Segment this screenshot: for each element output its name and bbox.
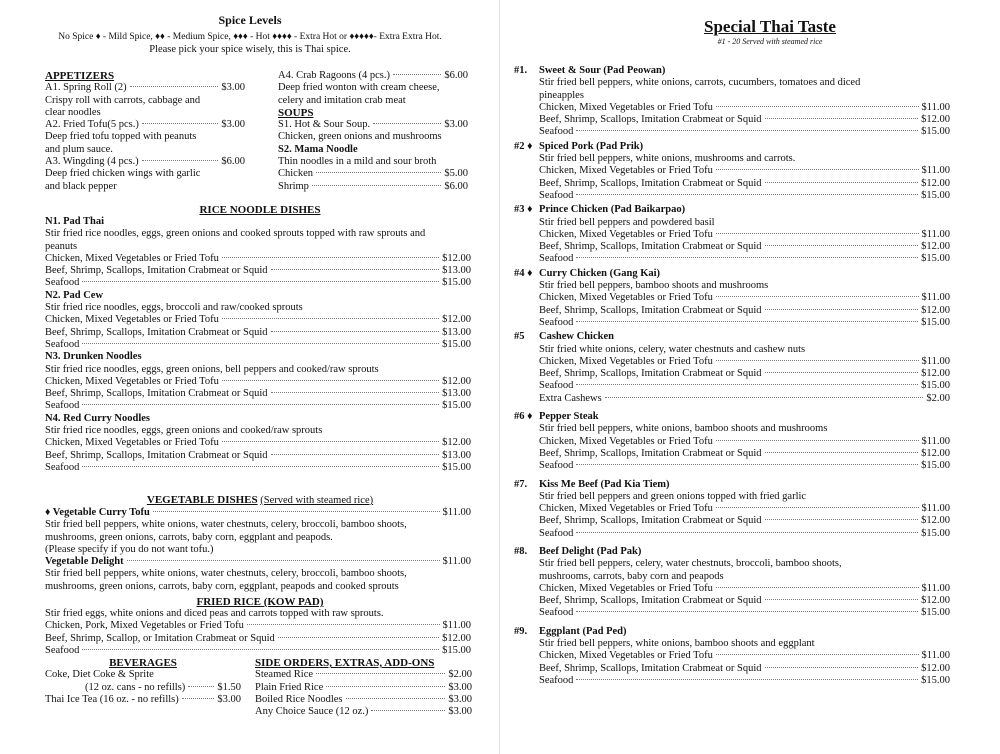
special-dish: #6 ♦ Pepper Steak Stir fried bell peppers, white onions, bamboo shoots and mushrooms Chicken, Mixed Vegetables or Fried Tofu $11.00 Beef, Shrimp, Scallops, Imitation Crabmeat or Squid $12.00 Seafood $15.00 bbox=[514, 411, 950, 472]
spice-warning: Please pick your spice wisely, this is Thai spice. bbox=[149, 44, 351, 55]
special-dish: #5 Cashew Chicken Stir fried white onions, celery, water chestnuts and cashew nuts Chicken, Mixed Vegetables or Fried Tofu $11.00 Beef, Shrimp, Scallops, Imitation Crabmeat or Squid $12.00 Seafood $15.00 Extra Cashews $2.00 bbox=[514, 331, 950, 404]
dish-name: Eggplant (Pad Ped) bbox=[539, 625, 627, 637]
special-title: Special Thai Taste bbox=[704, 17, 836, 36]
special-dish: #3 ♦ Prince Chicken (Pad Baikarpao) Stir fried bell peppers and powdered basil Chicken, Mixed Vegetables or Fried Tofu $11.00 Beef, Shrimp, Scallops, Imitation Crabmeat or Squid $12.00 Seafood $15.00 bbox=[514, 204, 950, 265]
special-dish: #7. Kiss Me Beef (Pad Kia Tiem) Stir fried bell peppers and green onions topped with fried garlic Chicken, Mixed Vegetables or Fried Tofu $11.00 Beef, Shrimp, Scallops, Imitation Crabmeat or Squid $12.00 Seafood $15.00 bbox=[514, 478, 950, 539]
spice-legend: No Spice ♦ - Mild Spice, ♦♦ - Medium Spice, ♦♦♦ - Hot ♦♦♦♦ - Extra Hot or ♦♦♦♦♦- Extra Extra Hot. bbox=[58, 32, 442, 42]
dish-name: Sweet & Sour (Pad Peowan) bbox=[539, 65, 666, 76]
dish-name: Kiss Me Beef (Pad Kia Tiem) bbox=[539, 478, 670, 490]
special-dish: #4 ♦ Curry Chicken (Gang Kai) Stir fried bell peppers, bamboo shoots and mushrooms Chicken, Mixed Vegetables or Fried Tofu $11.00 Beef, Shrimp, Scallops, Imitation Crabmeat or Squid $12.00 Seafood $15.00 bbox=[514, 267, 950, 328]
beverages-header: BEVERAGES bbox=[109, 657, 177, 669]
special-dish: #9. Eggplant (Pad Ped) Stir fried bell peppers, white onions, bamboo shoots and eggplant Chicken, Mixed Vegetables or Fried Tofu $11.00 Beef, Shrimp, Scallops, Imitation Crabmeat or Squid $12.00 Seafood $15.00 bbox=[514, 625, 950, 686]
fried-rice-header: FRIED RICE (KOW PAD) bbox=[196, 596, 324, 608]
menu-item: A1. Spring Roll (2) $3.00 bbox=[45, 82, 245, 94]
rice-noodle-section: N1. Pad Thai Stir fried rice noodles, eggs, green onions and cooked sprouts topped with raw sprouts and peanuts Chicken, Mixed Vegetables or Fried Tofu $12.00 Beef, Shrimp, Scallops, Imitation Crabmeat or Squid $13.00 Seafood $15.00 N2. Pad Cew Stir fried rice noodles, eggs, broccoli and raw/cooked sprouts Chicken, Mixed Vegetables or Fried Tofu $12.00 Beef, Shrimp, Scallops, Imitation Crabmeat or Squid $13.00 Seafood $15.00 N3. Drunken Noodles Stir fried rice noodles, eggs, green onions, bell peppers and cooked/raw sprouts Chicken, Mixed Vegetables or Fried Tofu $12.00 Beef, Shrimp, Scallops, Imitation Crabmeat or Squid $13.00 Seafood $15.00 N4. Red Curry Noodles Stir fried rice noodles, eggs, green onions and cooked/raw sprouts Chicken, Mixed Vegetables or Fried Tofu $12.00 Beef, Shrimp, Scallops, Imitation Crabmeat or Squid $13.00 Seafood $15.00 bbox=[45, 216, 471, 473]
appetizers-section: APPETIZERS A1. Spring Roll (2) $3.00 Crispy roll with carrots, cabbage and clear noodles A2. Fried Tofu(5 pcs.) $3.00 Deep fried tofu topped with peanuts and plum sauce. A3. Wingding (4 pcs.) $6.00 Deep fried chicken wings with garlic and black pepper bbox=[45, 70, 245, 192]
dish-name: N4. Red Curry Noodles bbox=[45, 412, 150, 424]
special-dish: #1. Sweet & Sour (Pad Peowan) Stir fried bell peppers, white onions, carrots, cucumbers, tomatoes and diced pineapples Chicken, Mixed Vegetables or Fried Tofu $11.00 Beef, Shrimp, Scallops, Imitation Crabmeat or Squid $12.00 Seafood $15.00 bbox=[514, 65, 950, 138]
vegetable-header-row: VEGETABLE DISHES (Served with steamed rice) bbox=[146, 494, 374, 506]
menu-item: A3. Wingding (4 pcs.) $6.00 bbox=[45, 156, 245, 168]
special-dish: #2 ♦ Spiced Pork (Pad Prik) Stir fried bell peppers, white onions, mushrooms and carrots. Chicken, Mixed Vegetables or Fried Tofu $11.00 Beef, Shrimp, Scallops, Imitation Crabmeat or Squid $12.00 Seafood $15.00 bbox=[514, 140, 950, 201]
fried-rice-section: Stir fried eggs, white onions and diced peas and carrots topped with raw sprouts. Chicken, Pork, Mixed Vegetables or Fried Tofu $11.00 Beef, Shrimp, Scallop, or Imitation Crabmeat or Squid $12.00 Seafood $15.00 bbox=[45, 608, 471, 656]
vegetable-section: ♦ Vegetable Curry Tofu $11.00 Stir fried bell peppers, white onions, water chestnuts, celery, broccoli, bamboo shoots, mushrooms, green onions, carrots, baby corn, eggplant and peapods. (Please specify if you do not want tofu.) Vegetable Delight $11.00 Stir fried bell peppers, white onions, water chestnuts, celery, broccoli, bamboo shoots, mushrooms, green onions, carrots, baby corn, eggplant, peapods and cooked sprouts bbox=[45, 507, 471, 592]
vegetable-header: VEGETABLE DISHES bbox=[146, 494, 258, 506]
special-dishes bbox=[514, 65, 950, 687]
right-page bbox=[500, 0, 1000, 754]
sides-section bbox=[255, 657, 472, 718]
dish-name: N3. Drunken Noodles bbox=[45, 351, 142, 363]
dish-name: N1. Pad Thai bbox=[45, 216, 105, 227]
dish-name: Pepper Steak bbox=[539, 411, 599, 423]
dish-name: Beef Delight (Pad Pak) bbox=[539, 545, 642, 557]
special-dish: #8. Beef Delight (Pad Pak) Stir fried bell peppers, celery, water chestnuts, broccoli, bamboo shoots, mushrooms, carrots, baby corn and peapods Chicken, Mixed Vegetables or Fried Tofu $11.00 Beef, Shrimp, Scallops, Imitation Crabmeat or Squid $12.00 Seafood $15.00 bbox=[514, 545, 950, 619]
special-title-block bbox=[650, 17, 890, 47]
dish-name: Spiced Pork (Pad Prik) bbox=[539, 140, 644, 152]
appetizers-col2: A4. Crab Ragoons (4 pcs.) $6.00 Deep fried wonton with cream cheese, celery and imitation crab meat SOUPS S1. Hot & Sour Soup. $3.00 Chicken, green onions and mushrooms S2. Mama Noodle Thin noodles in a mild and sour broth Chicken $5.00 Shrimp $6.00 bbox=[278, 70, 468, 192]
side-item: Any Choice Sauce (12 oz.) $3.00 bbox=[255, 706, 472, 718]
spice-title: Spice Levels bbox=[218, 13, 282, 27]
dish-name: Prince Chicken (Pad Baikarpao) bbox=[539, 204, 686, 216]
beverages-section: BEVERAGES Coke, Diet Coke & Sprite (12 oz. cans - no refills) $1.50 Thai Ice Tea (16 oz. - no refills) $3.00 bbox=[45, 657, 241, 705]
menu-item: A4. Crab Ragoons (4 pcs.) $6.00 bbox=[278, 70, 468, 81]
soups-header: SOUPS bbox=[278, 106, 314, 119]
side-item: Plain Fried Rice $3.00 bbox=[255, 681, 472, 693]
dish-name: Cashew Chicken bbox=[539, 331, 614, 343]
special-subtitle: #1 - 20 Served with steamed rice bbox=[717, 37, 823, 46]
sides-header: SIDE ORDERS, EXTRAS, ADD-ONS bbox=[255, 657, 435, 669]
dish-name: N2. Pad Cew bbox=[45, 289, 104, 301]
rice-noodle-header: RICE NOODLE DISHES bbox=[199, 204, 321, 216]
appetizers-header: APPETIZERS bbox=[45, 70, 115, 82]
menu-item: A2. Fried Tofu(5 pcs.) $3.00 bbox=[45, 119, 245, 131]
side-item: Boiled Rice Noodles $3.00 bbox=[255, 693, 472, 705]
dish-name: Curry Chicken (Gang Kai) bbox=[539, 267, 661, 279]
side-item: Steamed Rice $2.00 bbox=[255, 669, 472, 681]
menu-item: S1. Hot & Sour Soup. $3.00 bbox=[278, 119, 468, 131]
